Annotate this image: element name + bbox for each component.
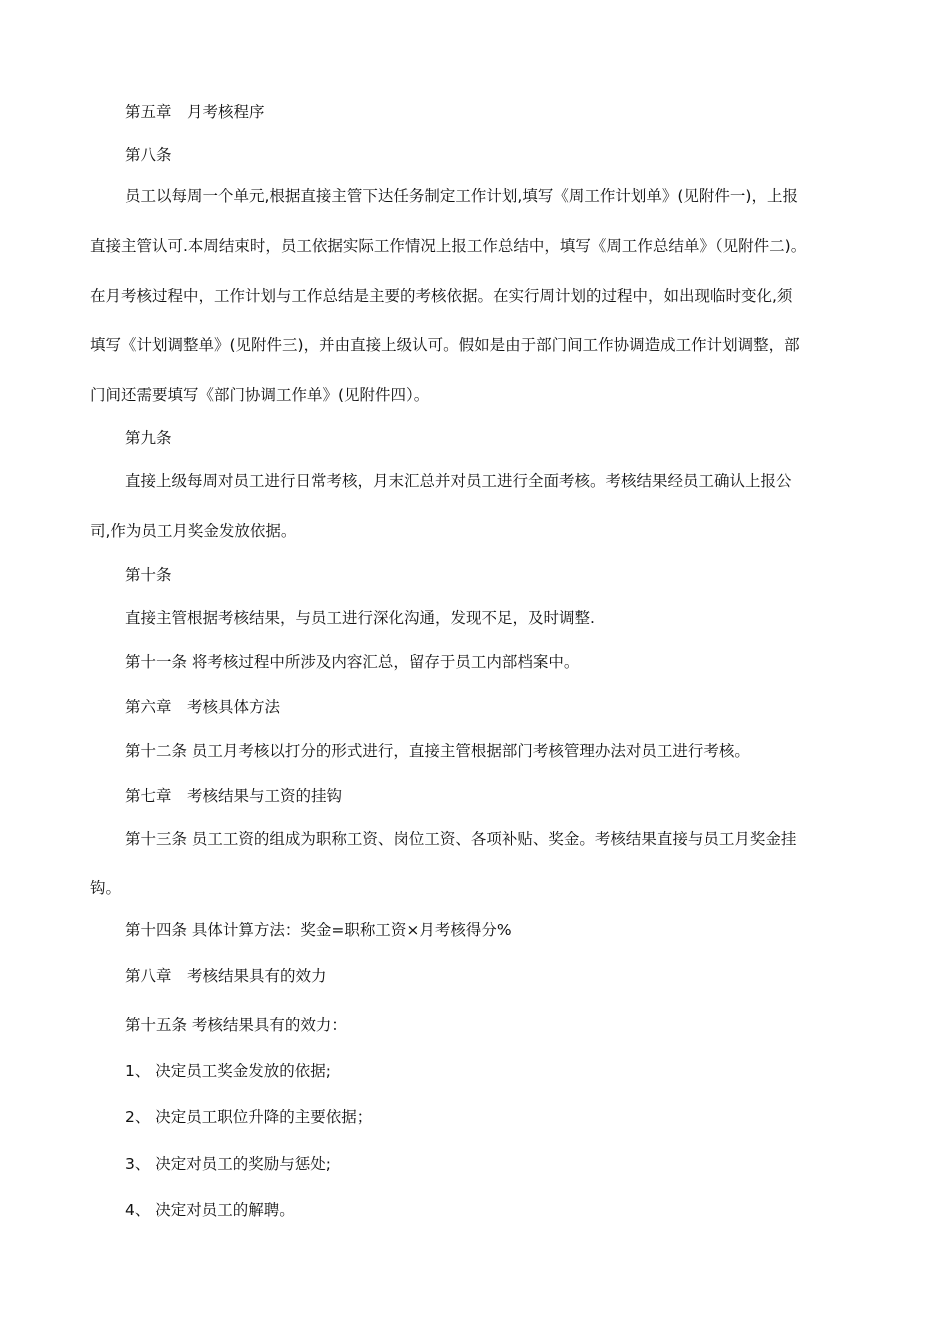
article-8-text-line-4: 填写《计划调整单》(见附件三)，并由直接上级认可。假如是由于部门间工作协调造成工作计划调整，部 — [90, 336, 800, 354]
article-12-text: 第十二条 员工月考核以打分的形式进行，直接主管根据部门考核管理办法对员工进行考核。 — [125, 742, 750, 760]
article-11-text: 第十一条 将考核过程中所涉及内容汇总，留存于员工内部档案中。 — [125, 653, 580, 671]
article-13-text-line-1: 第十三条 员工工资的组成为职称工资、岗位工资、各项补贴、奖金。考核结果直接与员工月奖金挂 — [125, 830, 797, 848]
article-13-text-line-2: 钩。 — [90, 879, 122, 897]
article-9-text-line-2: 司,作为员工月奖金发放依据。 — [90, 522, 297, 540]
article-8-heading: 第八条 — [125, 146, 172, 164]
article-9-text-line-1: 直接上级每周对员工进行日常考核，月末汇总并对员工进行全面考核。考核结果经员工确认上报公 — [125, 472, 792, 490]
article-14-text: 第十四条 具体计算方法：奖金=职称工资×月考核得分% — [125, 921, 512, 939]
article-8-text-line-3: 在月考核过程中，工作计划与工作总结是主要的考核依据。在实行周计划的过程中，如出现临时变化,须 — [90, 287, 793, 305]
chapter-6-heading: 第六章 考核具体方法 — [125, 698, 281, 716]
list-item-4: 4、 决定对员工的解聘。 — [125, 1201, 295, 1219]
article-8-text-line-1: 员工以每周一个单元,根据直接主管下达任务制定工作计划,填写《周工作计划单》(见附件一)，上报 — [125, 187, 798, 205]
article-8-text-line-2: 直接主管认可.本周结束时，员工依据实际工作情况上报工作总结中，填写《周工作总结单》（见附件二)。 — [90, 237, 807, 255]
article-8-text-line-5: 门间还需要填写《部门协调工作单》(见附件四）。 — [90, 386, 430, 404]
chapter-7-heading: 第七章 考核结果与工资的挂钩 — [125, 787, 343, 805]
list-item-3: 3、 决定对员工的奖励与惩处; — [125, 1155, 332, 1173]
article-15-text: 第十五条 考核结果具有的效力： — [125, 1016, 347, 1034]
list-item-1: 1、 决定员工奖金发放的依据; — [125, 1062, 332, 1080]
list-item-2: 2、 决定员工职位升降的主要依据； — [125, 1108, 373, 1126]
article-9-heading: 第九条 — [125, 429, 172, 447]
chapter-8-heading: 第八章 考核结果具有的效力 — [125, 967, 327, 985]
article-10-text: 直接主管根据考核结果，与员工进行深化沟通，发现不足，及时调整. — [125, 609, 595, 627]
article-10-heading: 第十条 — [125, 566, 172, 584]
chapter-5-heading: 第五章 月考核程序 — [125, 103, 265, 121]
